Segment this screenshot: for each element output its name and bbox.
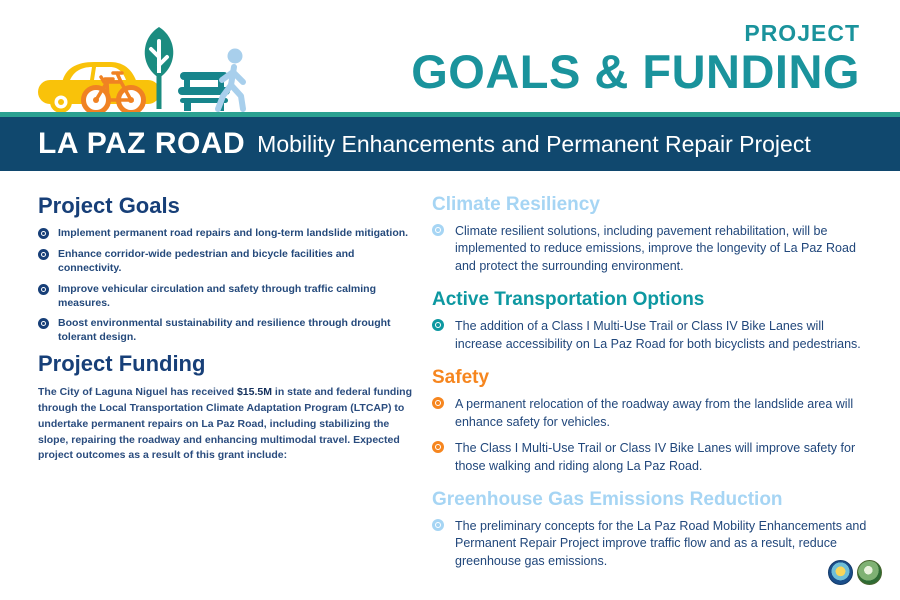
funding-text-after: in state and federal funding through the Local Transportation Climate Adaptation Program (LTCAP) to undertake permanent repairs on La Paz Road, including stabilizing the slope, repairing the roadway and enhancing multimodal travel. Expected project outcomes as a result of this grant include: [38,386,413,462]
footer-seals [828,560,882,585]
section-text: Climate resilient solutions, including pavement rehabilitation, will be implemented to reduce emissions, improve the longevity of La Paz Road and protect the surrounding environment. [455,223,856,273]
safety-heading: Safety [432,367,490,389]
bullet-icon [432,319,444,331]
goal-text: Boost environmental sustainability and resilience through drought tolerant design. [58,317,391,344]
bullet-icon [432,441,444,453]
list-item [432,396,870,431]
list-item [432,518,870,571]
goal-text: Enhance corridor-wide pedestrian and bicycle facilities and connectivity. [58,248,355,274]
list-item [38,248,414,276]
list-item [38,317,414,345]
list-item [38,283,414,311]
header-kicker: PROJECT [744,20,860,46]
section-text: The preliminary concepts for the La Paz Road Mobility Enhancements and Permanent Repair Project improve traffic flow and as a result, reduce greenhouse gas emissions. [455,518,867,568]
section-text: The Class I Multi-Use Trail or Class IV Bike Lanes will improve safety for those walking and riding along La Paz Road. [455,441,856,473]
page-title: GOALS & FUNDING [411,45,860,98]
pedestrian-icon [218,49,243,110]
bullet-icon [38,249,49,260]
list-item [38,227,414,241]
list-item [432,223,870,276]
goal-text: Implement permanent road repairs and long-term landslide mitigation. [58,227,409,240]
section-text: The addition of a Class I Multi-Use Trail or Class IV Bike Lanes will increase accessibility on La Paz Road for both bicyclists and pedestrians. [455,319,861,351]
banner-subtitle: Mobility Enhancements and Permanent Repair Project [257,130,811,157]
section-climate-resiliency [432,194,870,275]
list-item [432,440,870,475]
project-funding-heading: Project Funding [38,351,206,377]
funding-paragraph [38,385,414,464]
header [0,0,900,112]
bullet-icon [38,318,49,329]
bullet-icon [38,228,49,239]
active-transportation-heading: Active Transportation Options [432,289,705,311]
project-banner [0,117,900,171]
project-goals-heading: Project Goals [38,193,180,218]
goal-text: Improve vehicular circulation and safety through traffic calming measures. [58,282,376,309]
bullet-icon [432,397,444,409]
bullet-icon [432,224,444,236]
section-text: A permanent relocation of the roadway away from the landslide area will enhance safety for vehicles. [455,397,854,429]
partner-agency-seal [857,560,882,585]
funding-amount: $15.5M [236,386,272,399]
street-illustration [34,23,254,113]
greenhouse-gas-heading: Greenhouse Gas Emissions Reduction [432,489,783,511]
right-column [432,194,870,584]
header-title-block [411,22,860,96]
section-safety [432,367,870,475]
left-column [38,194,414,464]
list-item [432,318,870,353]
climate-resiliency-heading: Climate Resiliency [432,194,600,215]
section-greenhouse-gas [432,489,870,570]
funding-text-before: The City of Laguna Niguel has received [38,386,237,399]
bullet-icon [38,284,49,295]
section-active-transportation [432,289,870,353]
laguna-niguel-city-seal [828,560,853,585]
banner-road-name: LA PAZ ROAD [38,127,246,160]
bullet-icon [432,519,444,531]
